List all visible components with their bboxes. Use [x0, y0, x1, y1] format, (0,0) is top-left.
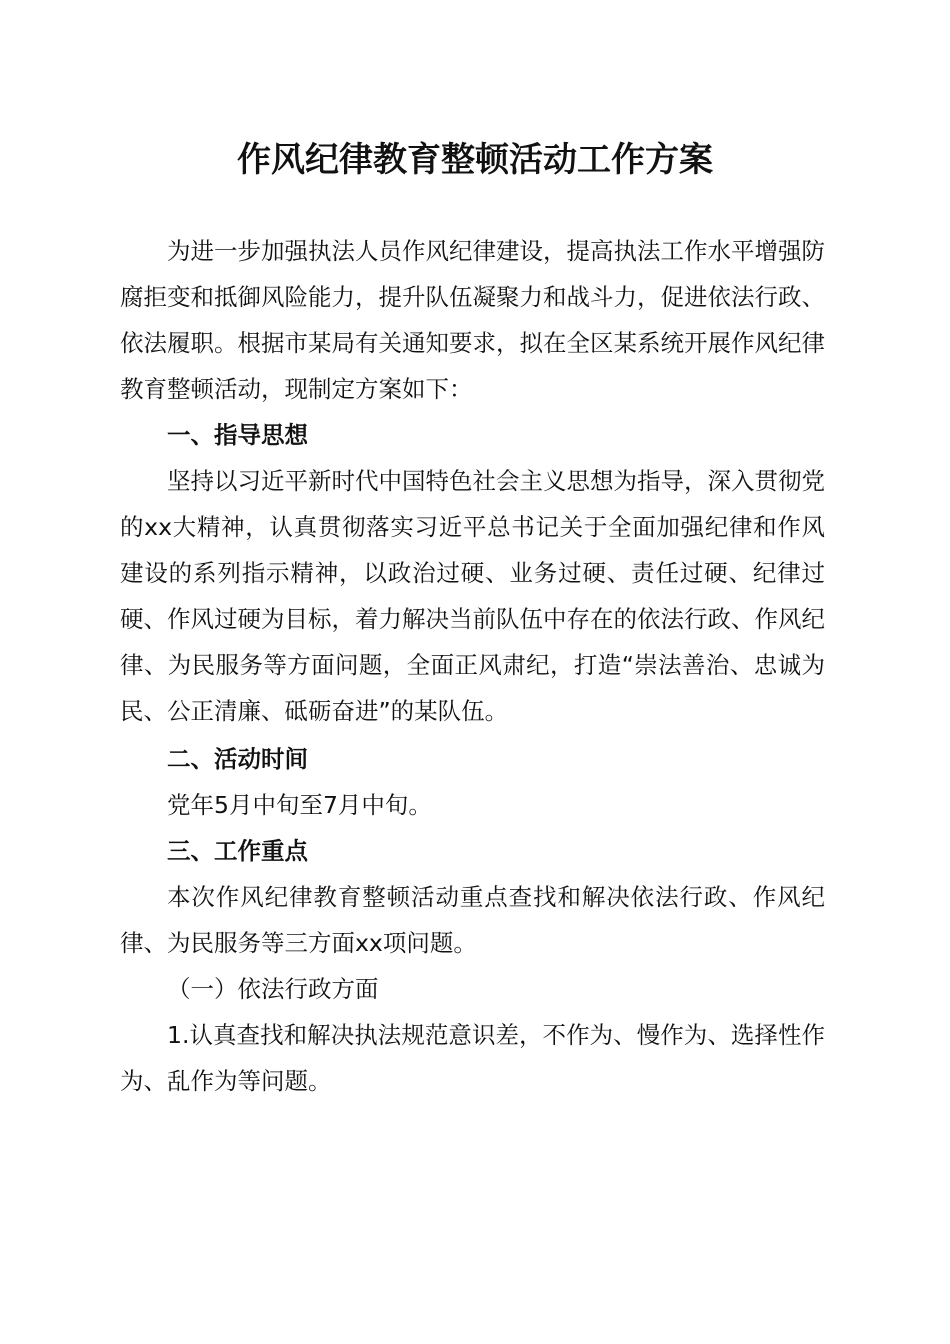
guiding-thought-paragraph: 坚持以习近平新时代中国特色社会主义思想为指导，深入贯彻党的xx大精神，认真贯彻落实习近平总书记关于全面加强纪律和作风建设的系列指示精神，以政治过硬、业务过硬、责任过硬、纪律过硬、作风过硬为目标，着力解决当前队伍中存在的依法行政、作风纪律、为民服务等方面问题，全面正风肃纪，打造“崇法善治、忠诚为民、公正清廉、砥砺奋进”的某队伍。: [120, 467, 825, 725]
subsection-heading-law-administration: （一）依法行政方面: [167, 975, 379, 1003]
work-focus-paragraph: 本次作风纪律教育整顿活动重点查找和解决依法行政、作风纪律、为民服务等三方面xx项问题。: [120, 883, 825, 957]
document-title: 作风纪律教育整顿活动工作方案: [237, 140, 713, 180]
list-item: 1.认真查找和解决执法规范意识差，不作为、慢作为、选择性作为、乱作为等问题。: [120, 1021, 825, 1095]
section-heading-guiding-thought: 一、指导思想: [167, 421, 308, 449]
section-heading-work-focus: 三、工作重点: [167, 837, 308, 865]
document-body: [120, 228, 825, 1104]
activity-time-paragraph: 党年5月中旬至7月中旬。: [167, 791, 432, 819]
intro-paragraph: 为进一步加强执法人员作风纪律建设，提高执法工作水平增强防腐拒变和抵御风险能力，提升队伍凝聚力和战斗力，促进依法行政、依法履职。根据市某局有关通知要求，拟在全区某系统开展作风纪律教育整顿活动，现制定方案如下：: [120, 237, 825, 403]
section-heading-activity-time: 二、活动时间: [167, 745, 308, 773]
